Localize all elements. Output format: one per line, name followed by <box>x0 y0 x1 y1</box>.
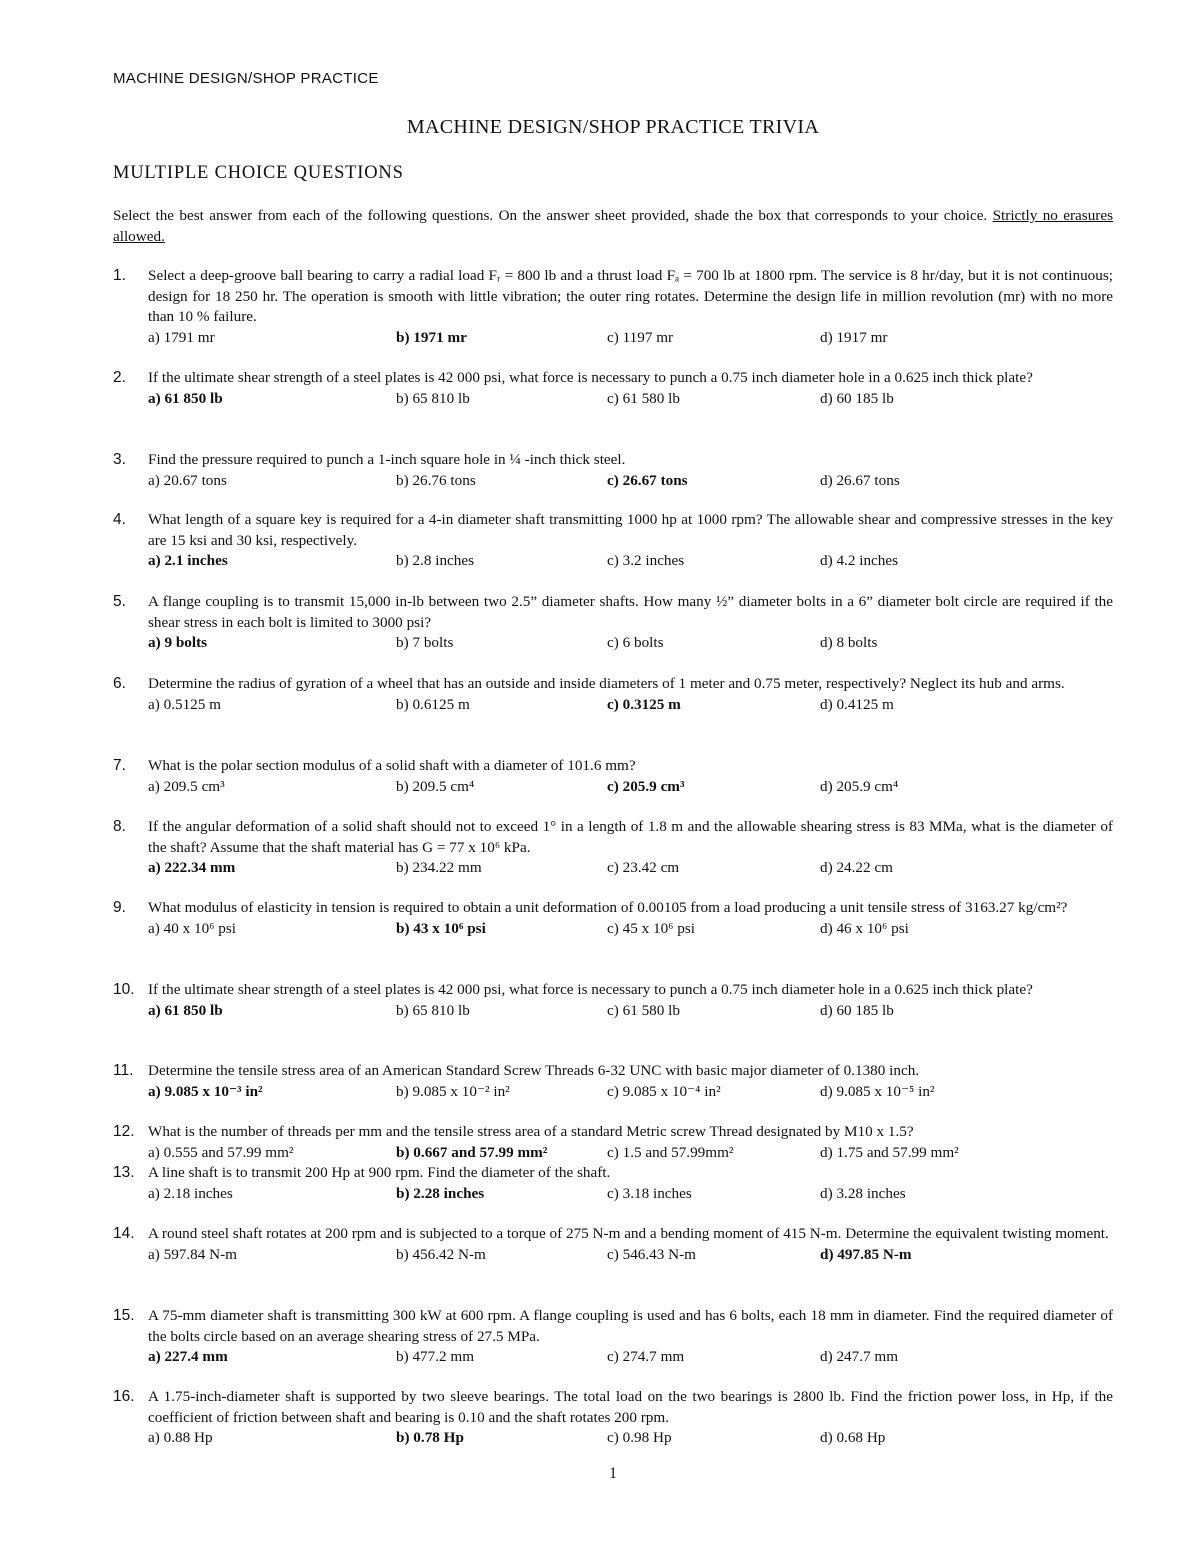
question-text: What is the number of threads per mm and the tensile stress area of a standard Metric screw Thread designated by M10 x 1.5? <box>148 1123 914 1140</box>
question-text: If the ultimate shear strength of a steel plates is 42 000 psi, what force is necessary to punch a 0.75 inch diameter hole in a 0.625 inch thick plate? <box>148 981 1033 998</box>
answer-choice: d) 1.75 and 57.99 mm² <box>820 1143 959 1161</box>
running-header: MACHINE DESIGN/SHOP PRACTICE <box>113 70 379 87</box>
answer-choices <box>148 471 1113 492</box>
answer-choice: c) 1197 mr <box>607 328 674 346</box>
answer-choice: b) 26.76 tons <box>396 471 476 489</box>
answer-choices <box>148 1082 1113 1103</box>
correct-answer-choice: a) 2.1 inches <box>148 552 228 569</box>
answer-choices <box>148 1347 1113 1368</box>
question-item <box>113 1061 1113 1102</box>
answer-choice: c) 3.18 inches <box>607 1184 692 1202</box>
question-item <box>113 817 1113 879</box>
question-number: 16. <box>113 1388 135 1405</box>
question-item <box>113 756 1113 797</box>
question-number: 6. <box>113 675 126 692</box>
question-text: A flange coupling is to transmit 15,000 in-lb between two 2.5” diameter shafts. How many ½” diameter bolts in a 6” diameter bolt circle are required if the shear stress in each bolt is limited to 3000 psi? <box>148 593 1113 631</box>
answer-choice: d) 247.7 mm <box>820 1348 899 1365</box>
question-number: 10. <box>113 981 135 998</box>
instructions <box>113 205 1113 247</box>
question-number: 14. <box>113 1225 135 1242</box>
answer-choice: c) 61 580 lb <box>607 1001 680 1019</box>
question-text: If the angular deformation of a solid shaft should not to exceed 1° in a length of 1.8 m and the allowable shearing stress is 83 MMa, what is the diameter of the shaft? Assume that the shaft material has G = 77 x 10⁶ kPa. <box>148 818 1113 856</box>
answer-choice: c) 45 x 10⁶ psi <box>607 919 695 937</box>
correct-answer-choice: d) 497.85 N-m <box>820 1245 912 1263</box>
question-text: Select a deep-groove ball bearing to carry a radial load Fᵣ = 800 lb and a thrust load Fₐ = 700 lb at 1800 rpm. The service is 8 hr/day, but it is not continuous; design for 18 250 hr. The operation is smooth with little vibration; the outer ring rotates. Determine the design life in million revolution (mr) with no more than 10 % failure. <box>148 267 1113 325</box>
answer-choice: d) 4.2 inches <box>820 552 899 569</box>
answer-choice: b) 477.2 mm <box>396 1348 475 1365</box>
answer-choice: c) 23.42 cm <box>607 859 680 876</box>
question-item <box>113 980 1113 1021</box>
answer-choice: b) 209.5 cm⁴ <box>396 777 475 795</box>
question-item <box>113 674 1113 715</box>
question-number: 13. <box>113 1164 135 1181</box>
answer-choices <box>148 328 1113 349</box>
answer-choice: d) 9.085 x 10⁻⁵ in² <box>820 1082 935 1100</box>
answer-choices <box>148 633 1113 654</box>
question-text: What is the polar section modulus of a solid shaft with a diameter of 101.6 mm? <box>148 757 636 774</box>
question-item <box>113 898 1113 939</box>
answer-choice: a) 2.18 inches <box>148 1184 233 1202</box>
correct-answer-choice: c) 26.67 tons <box>607 471 688 489</box>
answer-choices <box>148 1184 1113 1205</box>
answer-choice: d) 3.28 inches <box>820 1184 906 1202</box>
instructions-text: Select the best answer from each of the following questions. On the answer sheet provided, shade the box that corresponds to your choice. <box>113 207 988 224</box>
answer-choice: b) 7 bolts <box>396 634 454 651</box>
answer-choice: a) 0.555 and 57.99 mm² <box>148 1143 294 1161</box>
answer-choices <box>148 1001 1113 1022</box>
correct-answer-choice: b) 43 x 10⁶ psi <box>396 919 486 937</box>
question-number: 5. <box>113 593 126 610</box>
answer-choice: b) 2.8 inches <box>396 552 475 569</box>
answer-choice: c) 274.7 mm <box>607 1348 685 1365</box>
correct-answer-choice: a) 222.34 mm <box>148 859 236 876</box>
answer-choice: d) 1917 mr <box>820 328 888 346</box>
answer-choice: b) 456.42 N-m <box>396 1245 486 1263</box>
correct-answer-choice: b) 0.667 and 57.99 mm² <box>396 1143 548 1161</box>
question-number: 3. <box>113 451 126 468</box>
answer-choice: b) 0.6125 m <box>396 695 470 713</box>
answer-choice: c) 3.2 inches <box>607 552 685 569</box>
section-heading: MULTIPLE CHOICE QUESTIONS <box>113 163 404 183</box>
answer-choice: a) 0.88 Hp <box>148 1429 213 1446</box>
answer-choice: d) 0.68 Hp <box>820 1429 886 1446</box>
answer-choice: c) 9.085 x 10⁻⁴ in² <box>607 1082 721 1100</box>
question-text: Determine the tensile stress area of an American Standard Screw Threads 6-32 UNC with basic major diameter of 0.1380 inch. <box>148 1062 920 1079</box>
correct-answer-choice: a) 61 850 lb <box>148 1001 223 1019</box>
question-number: 12. <box>113 1123 135 1140</box>
question-text: What length of a square key is required for a 4-in diameter shaft transmitting 1000 hp at 1000 rpm? The allowable shear and compressive stresses in the key are 15 ksi and 30 ksi, respectively. <box>148 511 1113 549</box>
answer-choices <box>148 1428 1113 1449</box>
answer-choices <box>148 695 1113 716</box>
correct-answer-choice: c) 0.3125 m <box>607 695 681 713</box>
question-item <box>113 592 1113 654</box>
question-text: If the ultimate shear strength of a steel plates is 42 000 psi, what force is necessary to punch a 0.75 inch diameter hole in a 0.625 inch thick plate? <box>148 369 1033 386</box>
question-item <box>113 368 1113 409</box>
correct-answer-choice: a) 9.085 x 10⁻³ in² <box>148 1082 263 1100</box>
question-number: 2. <box>113 369 126 386</box>
answer-choice: b) 234.22 mm <box>396 859 482 876</box>
answer-choice: d) 8 bolts <box>820 634 878 651</box>
answer-choice: c) 1.5 and 57.99mm² <box>607 1143 734 1161</box>
question-text: Find the pressure required to punch a 1-inch square hole in ¼ -inch thick steel. <box>148 451 626 468</box>
answer-choice: d) 24.22 cm <box>820 859 893 876</box>
answer-choice: a) 40 x 10⁶ psi <box>148 919 236 937</box>
answer-choice: d) 46 x 10⁶ psi <box>820 919 909 937</box>
question-number: 8. <box>113 818 126 835</box>
question-number: 7. <box>113 757 126 774</box>
document-title: MACHINE DESIGN/SHOP PRACTICE TRIVIA <box>406 116 820 138</box>
question-text: What modulus of elasticity in tension is required to obtain a unit deformation of 0.00105 from a load producing a unit tensile stress of 3163.27 kg/cm²? <box>148 899 1068 916</box>
answer-choice: b) 9.085 x 10⁻² in² <box>396 1082 510 1100</box>
answer-choices <box>148 777 1113 798</box>
question-item <box>113 510 1113 572</box>
page-number: 1 <box>609 1465 617 1482</box>
question-text: A round steel shaft rotates at 200 rpm and is subjected to a torque of 275 N-m and a bending moment of 415 N-m. Determine the equivalent twisting moment. <box>148 1225 1109 1242</box>
answer-choices <box>148 1245 1113 1266</box>
question-number: 4. <box>113 511 126 528</box>
answer-choices <box>148 858 1113 879</box>
correct-answer-choice: b) 1971 mr <box>396 328 467 346</box>
answer-choice: a) 209.5 cm³ <box>148 777 225 795</box>
answer-choice: d) 205.9 cm⁴ <box>820 777 899 795</box>
question-number: 9. <box>113 899 126 916</box>
answer-choices <box>148 1143 1113 1164</box>
question-text: A 75-mm diameter shaft is transmitting 300 kW at 600 rpm. A flange coupling is used and has 6 bolts, each 18 mm in diameter. Find the required diameter of the bolts circle based on an average shearing stress of 27.5 MPa. <box>148 1307 1113 1345</box>
question-text: A line shaft is to transmit 200 Hp at 900 rpm. Find the diameter of the shaft. <box>148 1164 611 1181</box>
answer-choice: d) 60 185 lb <box>820 389 894 407</box>
answer-choice: a) 0.5125 m <box>148 695 221 713</box>
answer-choices <box>148 389 1113 410</box>
question-item <box>113 1163 1113 1204</box>
instructions-emphasis: Strictly no erasures allowed. <box>113 207 1113 245</box>
answer-choice: a) 597.84 N-m <box>148 1245 237 1263</box>
answer-choices <box>148 551 1113 572</box>
question-number: 15. <box>113 1307 135 1324</box>
question-number: 11. <box>113 1062 134 1079</box>
question-item <box>113 266 1113 348</box>
question-item <box>113 1122 1113 1163</box>
question-item <box>113 450 1113 491</box>
correct-answer-choice: a) 9 bolts <box>148 634 208 651</box>
correct-answer-choice: a) 227.4 mm <box>148 1348 228 1365</box>
answer-choice: c) 6 bolts <box>607 634 664 651</box>
answer-choice: d) 60 185 lb <box>820 1001 894 1019</box>
question-item <box>113 1387 1113 1449</box>
correct-answer-choice: b) 2.28 inches <box>396 1184 485 1202</box>
answer-choice: a) 20.67 tons <box>148 471 227 489</box>
answer-choice: c) 61 580 lb <box>607 389 680 407</box>
answer-choice: d) 26.67 tons <box>820 471 900 489</box>
correct-answer-choice: a) 61 850 lb <box>148 389 223 407</box>
answer-choice: c) 546.43 N-m <box>607 1245 696 1263</box>
answer-choice: b) 65 810 lb <box>396 1001 470 1019</box>
answer-choice: d) 0.4125 m <box>820 695 894 713</box>
question-text: Determine the radius of gyration of a wheel that has an outside and inside diameters of 1 meter and 0.75 meter, respectively? Neglect its hub and arms. <box>148 675 1065 692</box>
question-text: A 1.75-inch-diameter shaft is supported by two sleeve bearings. The total load on the two bearings is 2800 lb. Find the friction power loss, in Hp, if the coefficient of friction between shaft and bearing is 0.10 and the shaft rotates 200 rpm. <box>148 1388 1113 1426</box>
correct-answer-choice: b) 0.78 Hp <box>396 1429 464 1446</box>
answer-choices <box>148 919 1113 940</box>
answer-choice: c) 0.98 Hp <box>607 1429 672 1446</box>
answer-choice: b) 65 810 lb <box>396 389 470 407</box>
question-number: 1. <box>113 267 126 284</box>
question-item <box>113 1306 1113 1368</box>
correct-answer-choice: c) 205.9 cm³ <box>607 777 685 795</box>
question-item <box>113 1224 1113 1265</box>
answer-choice: a) 1791 mr <box>148 328 215 346</box>
